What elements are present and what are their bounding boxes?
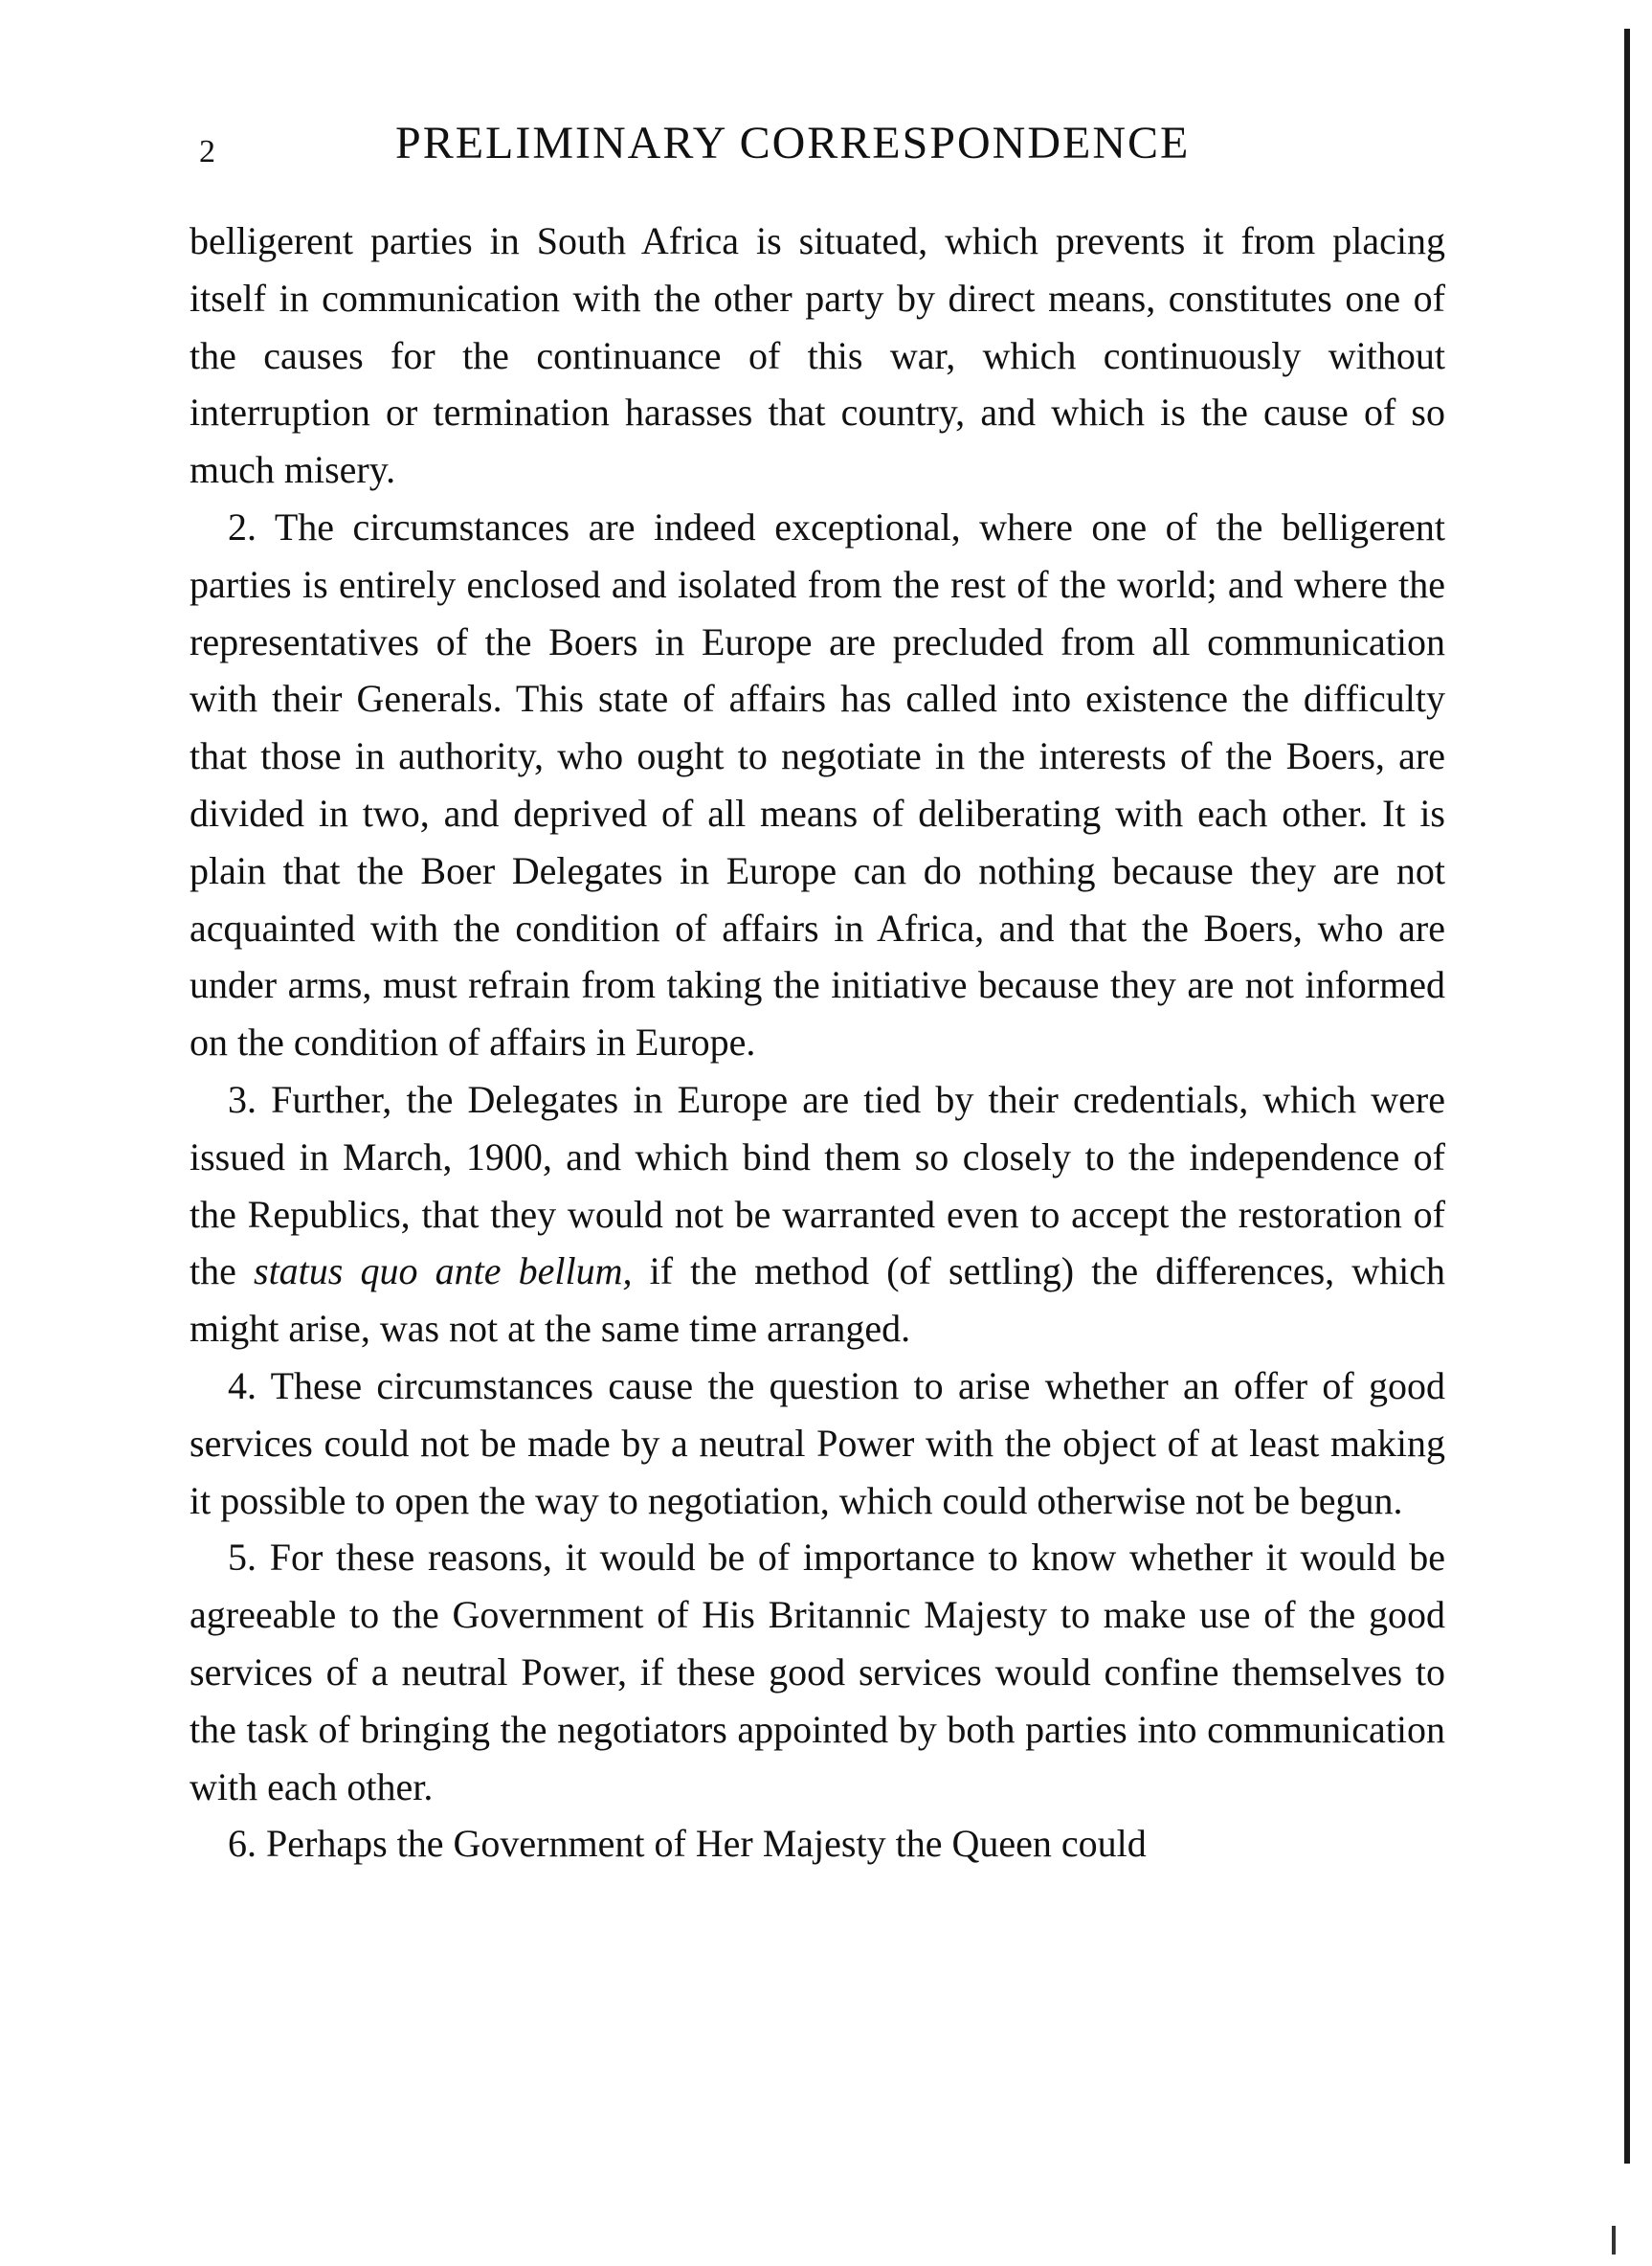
- paragraph-3-text-after: if the method (of settling) the differences, which might arise, was not at the same time arranged.: [190, 1249, 1446, 1351]
- paragraph-4: 4. These circumstances cause the question to arise whether an offer of good services could not be made by a neutral Power with the object of at least making it possible to open the way to negotiation, which could otherwise not be begun.: [190, 1363, 1445, 1522]
- body-text: [190, 213, 1445, 1873]
- paragraph-3-latin-phrase: status quo ante bellum,: [254, 1249, 633, 1293]
- paragraph-continued: belligerent parties in South Africa is situated, which prevents it from placing itself in communication with the other party by direct means, constitutes one of the causes for the continuance of this war, which continuously without interruption or termination harasses that country, and which is the cause of so much misery.: [190, 219, 1445, 492]
- paragraph-3: [190, 1071, 1445, 1357]
- paragraph-2: 2. The circumstances are indeed exceptional, where one of the belligerent parties is entirely enclosed and isolated from the rest of the world; and where the representatives of the Boers in Europe are precluded from all communication with their Generals. This state of affairs has called into existence the difficulty that those in authority, who ought to negotiate in the interests of the Boers, are divided in two, and deprived of all means of deliberating with each other. It is plain that the Boer Delegates in Europe can do nothing because they are not acquainted with the condition of affairs in Africa, and that the Boers, who are under arms, must refrain from taking the initiative because they are not informed on the condition of affairs in Europe.: [190, 505, 1445, 1065]
- page-number: 2: [199, 134, 215, 169]
- running-title: PRELIMINARY CORRESPONDENCE: [395, 118, 1191, 168]
- paragraph-5: 5. For these reasons, it would be of importance to know whether it would be agreeable to the Government of His Britannic Majesty to make use of the good services of a neutral Power, if these good services would confine themselves to the task of bringing the negotiators appointed by both parties into communication with each other.: [190, 1536, 1445, 1808]
- page-edge-rule: [1624, 29, 1630, 2164]
- page-header: [190, 117, 1453, 184]
- paragraph-6: 6. Perhaps the Government of Her Majesty the Queen could: [228, 1822, 1147, 1866]
- paragraph-3-text-before: 3. Further, the Delegates in Europe are tied by their credentials, which were issued in March, 1900, and which bind them so closely to the independence of the Republics, that they would not be warranted even to accept the restoration of the: [190, 1077, 1445, 1293]
- page-edge-mark: [1612, 2226, 1616, 2255]
